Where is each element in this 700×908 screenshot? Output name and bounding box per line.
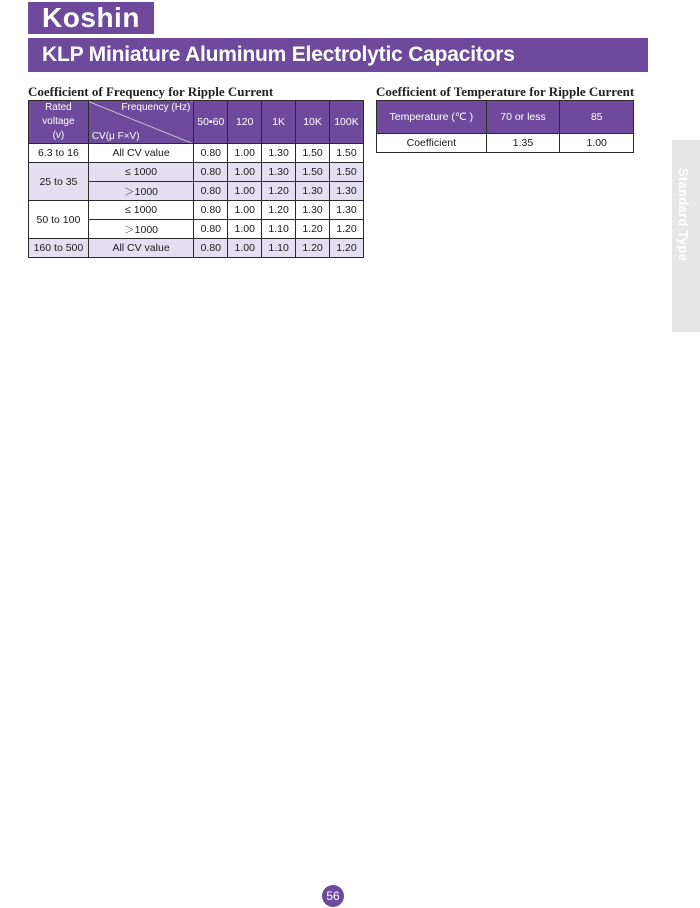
value-cell: 1.20: [262, 201, 296, 220]
value-cell: 1.35: [486, 134, 560, 153]
frequency-coefficient-table: [28, 100, 364, 258]
value-cell: 1.00: [228, 144, 262, 163]
table-header-row: [29, 101, 364, 144]
table-row: [29, 163, 364, 182]
value-cell: 1.30: [296, 182, 330, 201]
value-cell: 1.00: [228, 182, 262, 201]
value-cell: 0.80: [194, 182, 228, 201]
table-row: [29, 201, 364, 220]
value-cell: 0.80: [194, 163, 228, 182]
value-cell: 1.20: [329, 220, 363, 239]
temperature-section-title: Coefficient of Temperature for Ripple Current: [376, 84, 635, 99]
value-cell: 1.00: [228, 163, 262, 182]
temperature-header: Temperature (℃ ): [377, 101, 487, 134]
value-cell: 0.80: [194, 144, 228, 163]
value-cell: 1.20: [262, 182, 296, 201]
cv-header-label: CV(μ F×V): [91, 131, 140, 142]
value-cell: 1.10: [262, 239, 296, 258]
value-cell: 1.30: [296, 201, 330, 220]
value-cell: 1.00: [228, 201, 262, 220]
side-tab-label: Standard Type: [676, 168, 691, 262]
rated-voltage-cell: 160 to 500: [29, 239, 89, 258]
coefficient-label-cell: Coefficient: [377, 134, 487, 153]
value-cell: 1.00: [228, 220, 262, 239]
value-cell: 1.30: [329, 182, 363, 201]
rated-voltage-header: [29, 101, 89, 144]
value-cell: 0.80: [194, 201, 228, 220]
value-cell: 1.30: [262, 144, 296, 163]
side-tab-standard-type: [672, 140, 700, 332]
rated-voltage-header-line2: (v): [52, 130, 65, 141]
table-header-row: [377, 101, 634, 134]
page-number-badge: 56: [322, 885, 344, 907]
freq-col-header: 1K: [262, 101, 296, 144]
frequency-header-label: Frequency (Hz): [121, 102, 191, 113]
value-cell: 1.50: [296, 163, 330, 182]
rated-voltage-cell: 50 to 100: [29, 201, 89, 239]
brand-logo: Koshin: [28, 2, 154, 34]
freq-col-header: 120: [228, 101, 262, 144]
table-row: [29, 239, 364, 258]
cv-cell: ≤ 1000: [88, 163, 193, 182]
value-cell: 1.50: [329, 144, 363, 163]
cv-cell: All CV value: [88, 144, 193, 163]
rated-voltage-cell: 25 to 35: [29, 163, 89, 201]
cv-cell: ＞1000: [88, 220, 193, 239]
cv-cell: ＞1000: [88, 182, 193, 201]
table-row: [377, 134, 634, 153]
rated-voltage-header-line1: Rated voltage: [42, 102, 75, 127]
value-cell: 1.50: [329, 163, 363, 182]
value-cell: 1.30: [262, 163, 296, 182]
table-row: [29, 144, 364, 163]
temp-col-header: 70 or less: [486, 101, 560, 134]
cv-cell: ≤ 1000: [88, 201, 193, 220]
rated-voltage-cell: 6.3 to 16: [29, 144, 89, 163]
value-cell: 1.50: [296, 144, 330, 163]
value-cell: 1.30: [329, 201, 363, 220]
frequency-section-title: Coefficient of Frequency for Ripple Current: [28, 84, 274, 99]
freq-col-header: 10K: [296, 101, 330, 144]
value-cell: 0.80: [194, 220, 228, 239]
value-cell: 1.20: [329, 239, 363, 258]
temperature-coefficient-table: [376, 100, 634, 153]
value-cell: 1.00: [560, 134, 634, 153]
value-cell: 1.20: [296, 220, 330, 239]
value-cell: 1.00: [228, 239, 262, 258]
value-cell: 1.10: [262, 220, 296, 239]
cv-cell: All CV value: [88, 239, 193, 258]
freq-col-header: 50•60: [194, 101, 228, 144]
freq-col-header: 100K: [329, 101, 363, 144]
temp-col-header: 85: [560, 101, 634, 134]
frequency-cv-corner-header: [88, 101, 193, 144]
value-cell: 1.20: [296, 239, 330, 258]
value-cell: 0.80: [194, 239, 228, 258]
page-title: KLP Miniature Aluminum Electrolytic Capacitors: [28, 38, 648, 72]
